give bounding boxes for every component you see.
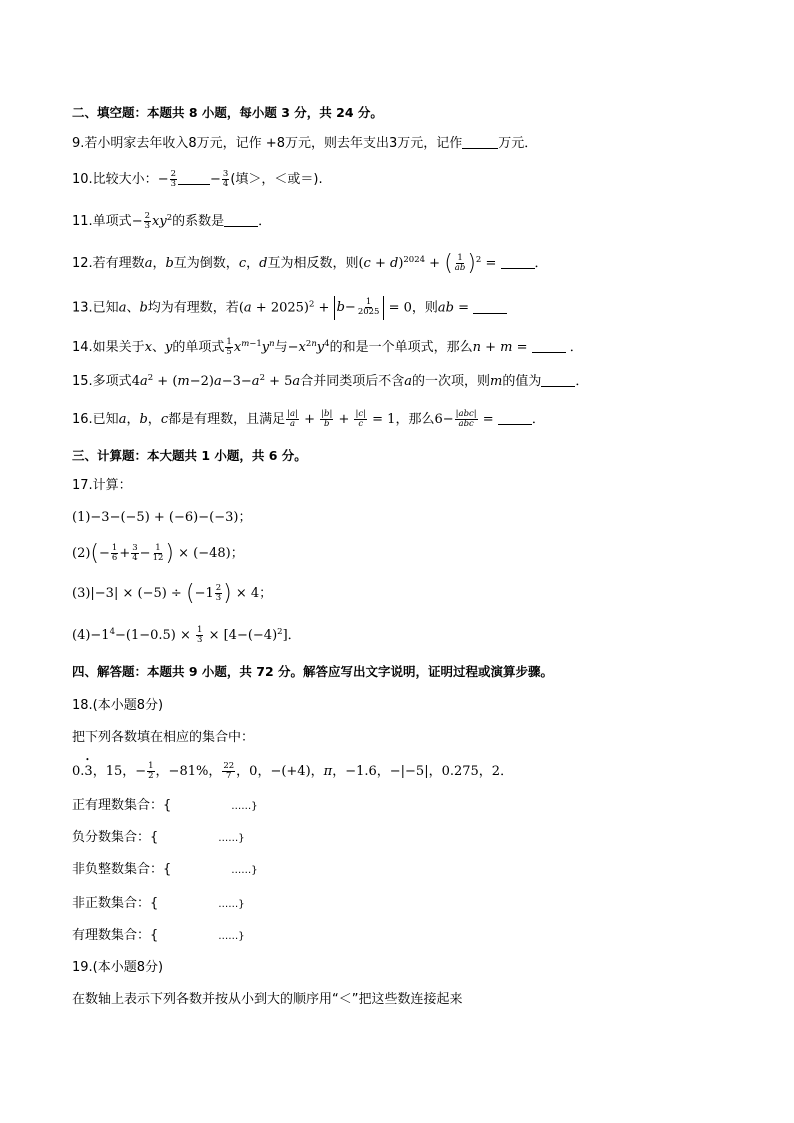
q12-prefix: 12.若有理数 — [72, 256, 145, 271]
set-negative-fraction — [72, 828, 245, 849]
set-nonpositive — [72, 894, 245, 915]
q16-prefix: 16.已知 — [72, 412, 119, 427]
q10-prefix: 10.比较大小： — [72, 172, 158, 187]
q15-prefix: 15.多项式 — [72, 374, 132, 389]
q15-suffix: 的值为 — [502, 374, 542, 389]
question-18-prompt: 把下列各数填在相应的集合中： — [72, 730, 255, 745]
q11-prefix: 11.单项式 — [72, 214, 132, 229]
set-rational — [72, 926, 245, 947]
q11-suffix: 的系数是 — [172, 214, 225, 229]
set-label: 正有理数集合：{ — [72, 798, 172, 813]
section-calc-header: 三、计算题：本大题共 1 小题，共 6 分。 — [72, 448, 307, 463]
question-13: 13.已知a、b均为有理数，若$(a + 2025)^2 + b-$ $\frac{1}{2025}$ = 0，则ab = — [72, 296, 507, 320]
set-dots: ……} — [218, 931, 245, 942]
question-16: 16.已知a，b，c都是有理数，且满足 $\frac{|a|}{a}$ + $\frac{|b|}{b}$ + $\frac{|c|}{c}$ = 1，那么6− $\frac{\text{|abc|}}{\text{abc}}$ = ． — [72, 409, 545, 429]
section-fill-header: 二、填空题：本题共 8 小题，每小题 3 分，共 24 分。 — [72, 105, 383, 120]
q13-then: ，则 — [411, 300, 438, 316]
q17-part-1: (1)−3−(−5) + (−6)−(−3)； — [72, 510, 252, 525]
set-dots: ……} — [231, 865, 258, 876]
q9-end: 万元． — [498, 136, 538, 151]
set-label: 非正数集合：{ — [72, 896, 159, 911]
q14-mid1: 的单项式 — [172, 340, 225, 355]
question-15: 15.多项式$4a^2 + (m-2)a-3-a^2 + 5a$合并同类项后不含a的一次项，则m的值为 ． — [72, 373, 589, 389]
set-nonnegative-integer — [72, 860, 258, 881]
q17-part-2: (2)(− $\frac{1}{6}$ + $\frac{3}{4}$ − $\frac{1}{12}$ ) × (−48)； — [72, 541, 244, 566]
question-19-title: 19.(本小题8分) — [72, 960, 164, 975]
q14-mid2: 与 — [274, 340, 288, 355]
section-solve-header: 四、解答题：本题共 9 小题，共 72 分。解答应写出文字说明，证明过程或演算步骤。 — [72, 664, 554, 679]
q9-text: 9.若小明家去年收入8万元，记作 +8万元，则去年支出3万元，记作 — [72, 136, 463, 151]
q14-mid3: 的和是一个单项式，那么 — [329, 340, 473, 355]
q15-mid: 合并同类项后不含 — [300, 374, 405, 389]
question-12: 12.若有理数a，b互为倒数，c，d互为相反数，则$(c + d)^{2024}$ + ( $\frac{1}{ab}$ )$^2$ = ． — [72, 251, 548, 276]
question-19-prompt: 在数轴上表示下列各数并按从小到大的顺序用“＜”把这些数连接起来 — [72, 992, 463, 1007]
q13-mid: 均为有理数，若 — [147, 300, 239, 316]
q12-mid2: 互为相反数，则 — [267, 256, 359, 271]
set-label: 负分数集合：{ — [72, 830, 159, 845]
set-dots: ……} — [218, 833, 245, 844]
q16-then: ，那么 — [395, 412, 435, 427]
set-dots: ……} — [218, 899, 245, 910]
question-11: 11.单项式− $\frac{2}{3}$ $xy^2$的系数是 ． — [72, 211, 272, 231]
set-label: 非负整数集合：{ — [72, 862, 172, 877]
q17-part-3: (3)|−3| × (−5) ÷ (−1 $\frac{2}{3}$ ) × 4； — [72, 581, 273, 606]
q16-mid: 都是有理数，且满足 — [168, 412, 286, 427]
question-18-title: 18.(本小题8分) — [72, 698, 164, 713]
set-positive-rational — [72, 796, 258, 817]
q10-suffix: (填＞，＜或＝). — [230, 172, 323, 187]
q12-mid1: 互为倒数， — [173, 256, 239, 271]
question-10: 10.比较大小：− $\frac{2}{3}$ − $\frac{3}{4}$ (填＞，＜或＝). — [72, 169, 323, 189]
q13-prefix: 13.已知 — [72, 300, 119, 316]
question-17-title: 17.计算： — [72, 478, 132, 493]
q9-blank — [462, 134, 498, 149]
q18-numbers: 0.• 3，15，− $\frac{1}{2}$ ，−81%， $\frac{22}{7}$ ，0，−(+4)，π，−1.6，−|−5|，0.275，2． — [72, 762, 513, 782]
q17-part-4: $(4)-1^4-(1-0.5)$ × $\frac{1}{3}$ × $[4-(-4)^2]$． — [72, 625, 301, 645]
set-dots: ……} — [231, 801, 258, 812]
q15-mid2: 的一次项，则 — [411, 374, 490, 389]
set-label: 有理数集合：{ — [72, 928, 159, 943]
question-9 — [72, 134, 537, 154]
question-14: 14.如果关于x、y的单项式 $\frac{1}{5}$ $x^{m-1}y^n$与$-x^{2n}y^4$的和是一个单项式，那么n + m = ． — [72, 337, 583, 357]
q14-prefix: 14.如果关于 — [72, 340, 145, 355]
